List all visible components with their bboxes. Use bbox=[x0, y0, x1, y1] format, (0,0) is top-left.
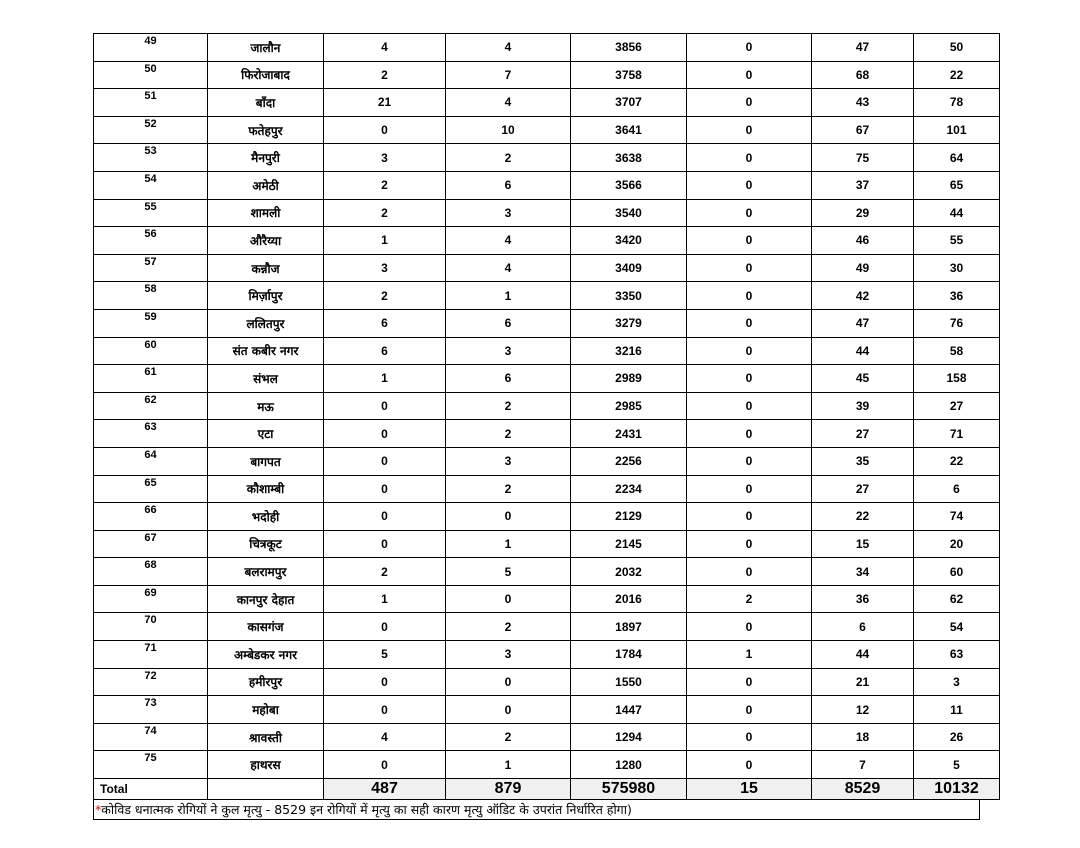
table-row bbox=[94, 641, 1000, 669]
district-name-cell: हाथरस bbox=[208, 751, 324, 779]
district-data-sheet bbox=[93, 33, 979, 820]
value-cell: 0 bbox=[324, 420, 446, 448]
value-cell: 0 bbox=[687, 34, 812, 62]
table-row bbox=[94, 309, 1000, 337]
value-cell: 2 bbox=[446, 613, 571, 641]
value-cell: 3279 bbox=[571, 309, 687, 337]
value-cell: 15 bbox=[812, 530, 914, 558]
table-row bbox=[94, 447, 1000, 475]
value-cell: 0 bbox=[324, 696, 446, 724]
district-name-cell: महोबा bbox=[208, 696, 324, 724]
value-cell: 3420 bbox=[571, 227, 687, 255]
value-cell: 2145 bbox=[571, 530, 687, 558]
value-cell: 2431 bbox=[571, 420, 687, 448]
serial-number-cell: 58 bbox=[94, 282, 208, 310]
table-row bbox=[94, 116, 1000, 144]
value-cell: 3707 bbox=[571, 89, 687, 117]
serial-number-cell: 50 bbox=[94, 61, 208, 89]
table-row bbox=[94, 751, 1000, 779]
district-name-cell: मिर्ज़ापुर bbox=[208, 282, 324, 310]
value-cell: 37 bbox=[812, 171, 914, 199]
value-cell: 0 bbox=[687, 365, 812, 393]
value-cell: 5 bbox=[446, 558, 571, 586]
value-cell: 42 bbox=[812, 282, 914, 310]
district-name-cell: फिरोजाबाद bbox=[208, 61, 324, 89]
value-cell: 1 bbox=[324, 585, 446, 613]
table-row bbox=[94, 696, 1000, 724]
value-cell: 1 bbox=[446, 282, 571, 310]
value-cell: 158 bbox=[914, 365, 1000, 393]
value-cell: 6 bbox=[914, 475, 1000, 503]
value-cell: 2 bbox=[446, 723, 571, 751]
total-value: 10132 bbox=[914, 779, 1000, 800]
serial-number-cell: 59 bbox=[94, 309, 208, 337]
value-cell: 0 bbox=[446, 585, 571, 613]
table-row bbox=[94, 613, 1000, 641]
value-cell: 47 bbox=[812, 309, 914, 337]
district-name-cell: भदोही bbox=[208, 503, 324, 531]
value-cell: 0 bbox=[687, 475, 812, 503]
value-cell: 0 bbox=[687, 282, 812, 310]
table-row bbox=[94, 61, 1000, 89]
value-cell: 1784 bbox=[571, 641, 687, 669]
value-cell: 64 bbox=[914, 144, 1000, 172]
value-cell: 12 bbox=[812, 696, 914, 724]
value-cell: 0 bbox=[324, 116, 446, 144]
value-cell: 0 bbox=[687, 171, 812, 199]
district-name-cell: हमीरपुर bbox=[208, 668, 324, 696]
value-cell: 2 bbox=[324, 282, 446, 310]
value-cell: 0 bbox=[687, 199, 812, 227]
value-cell: 0 bbox=[687, 392, 812, 420]
value-cell: 27 bbox=[812, 475, 914, 503]
value-cell: 7 bbox=[446, 61, 571, 89]
value-cell: 10 bbox=[446, 116, 571, 144]
serial-number-cell: 66 bbox=[94, 503, 208, 531]
value-cell: 22 bbox=[914, 61, 1000, 89]
value-cell: 0 bbox=[687, 530, 812, 558]
value-cell: 3758 bbox=[571, 61, 687, 89]
value-cell: 6 bbox=[446, 309, 571, 337]
value-cell: 5 bbox=[914, 751, 1000, 779]
value-cell: 0 bbox=[446, 668, 571, 696]
serial-number-cell: 62 bbox=[94, 392, 208, 420]
value-cell: 34 bbox=[812, 558, 914, 586]
value-cell: 4 bbox=[324, 34, 446, 62]
value-cell: 65 bbox=[914, 171, 1000, 199]
value-cell: 0 bbox=[324, 613, 446, 641]
value-cell: 27 bbox=[914, 392, 1000, 420]
value-cell: 58 bbox=[914, 337, 1000, 365]
value-cell: 6 bbox=[812, 613, 914, 641]
table-row bbox=[94, 392, 1000, 420]
district-name-cell: अमेठी bbox=[208, 171, 324, 199]
value-cell: 0 bbox=[324, 503, 446, 531]
table-row bbox=[94, 89, 1000, 117]
table-row bbox=[94, 365, 1000, 393]
value-cell: 2 bbox=[446, 475, 571, 503]
district-name-cell: मऊ bbox=[208, 392, 324, 420]
value-cell: 1 bbox=[446, 530, 571, 558]
value-cell: 3 bbox=[324, 144, 446, 172]
value-cell: 3 bbox=[446, 199, 571, 227]
value-cell: 2985 bbox=[571, 392, 687, 420]
value-cell: 0 bbox=[687, 309, 812, 337]
value-cell: 6 bbox=[324, 309, 446, 337]
serial-number-cell: 69 bbox=[94, 585, 208, 613]
value-cell: 0 bbox=[324, 447, 446, 475]
value-cell: 21 bbox=[812, 668, 914, 696]
value-cell: 0 bbox=[446, 503, 571, 531]
serial-number-cell: 68 bbox=[94, 558, 208, 586]
total-value: 15 bbox=[687, 779, 812, 800]
table-row bbox=[94, 337, 1000, 365]
value-cell: 74 bbox=[914, 503, 1000, 531]
district-name-cell: चित्रकूट bbox=[208, 530, 324, 558]
value-cell: 0 bbox=[687, 61, 812, 89]
value-cell: 1 bbox=[324, 227, 446, 255]
value-cell: 0 bbox=[687, 668, 812, 696]
value-cell: 36 bbox=[914, 282, 1000, 310]
value-cell: 4 bbox=[446, 34, 571, 62]
value-cell: 30 bbox=[914, 254, 1000, 282]
value-cell: 75 bbox=[812, 144, 914, 172]
value-cell: 76 bbox=[914, 309, 1000, 337]
total-value: 879 bbox=[446, 779, 571, 800]
value-cell: 2032 bbox=[571, 558, 687, 586]
table-row bbox=[94, 503, 1000, 531]
value-cell: 0 bbox=[687, 227, 812, 255]
district-name-cell: कन्नौज bbox=[208, 254, 324, 282]
value-cell: 47 bbox=[812, 34, 914, 62]
value-cell: 1280 bbox=[571, 751, 687, 779]
value-cell: 2 bbox=[324, 61, 446, 89]
district-name-cell: औरैय्या bbox=[208, 227, 324, 255]
value-cell: 2256 bbox=[571, 447, 687, 475]
value-cell: 3540 bbox=[571, 199, 687, 227]
value-cell: 0 bbox=[324, 530, 446, 558]
table-row bbox=[94, 668, 1000, 696]
value-cell: 46 bbox=[812, 227, 914, 255]
value-cell: 0 bbox=[687, 420, 812, 448]
table-row bbox=[94, 227, 1000, 255]
district-name-cell: जालौन bbox=[208, 34, 324, 62]
value-cell: 3409 bbox=[571, 254, 687, 282]
value-cell: 6 bbox=[324, 337, 446, 365]
value-cell: 5 bbox=[324, 641, 446, 669]
total-blank-cell bbox=[208, 779, 324, 800]
value-cell: 2 bbox=[324, 171, 446, 199]
footnote-asterisk: * bbox=[95, 802, 102, 818]
value-cell: 6 bbox=[446, 365, 571, 393]
value-cell: 45 bbox=[812, 365, 914, 393]
district-name-cell: ललितपुर bbox=[208, 309, 324, 337]
table-row bbox=[94, 199, 1000, 227]
district-name-cell: कासगंज bbox=[208, 613, 324, 641]
serial-number-cell: 60 bbox=[94, 337, 208, 365]
value-cell: 49 bbox=[812, 254, 914, 282]
serial-number-cell: 64 bbox=[94, 447, 208, 475]
serial-number-cell: 56 bbox=[94, 227, 208, 255]
table-row bbox=[94, 558, 1000, 586]
value-cell: 3 bbox=[446, 337, 571, 365]
value-cell: 0 bbox=[687, 144, 812, 172]
value-cell: 27 bbox=[812, 420, 914, 448]
table-row bbox=[94, 282, 1000, 310]
serial-number-cell: 57 bbox=[94, 254, 208, 282]
value-cell: 0 bbox=[687, 116, 812, 144]
value-cell: 2016 bbox=[571, 585, 687, 613]
total-row bbox=[94, 779, 1000, 800]
value-cell: 1550 bbox=[571, 668, 687, 696]
serial-number-cell: 53 bbox=[94, 144, 208, 172]
serial-number-cell: 54 bbox=[94, 171, 208, 199]
value-cell: 26 bbox=[914, 723, 1000, 751]
value-cell: 0 bbox=[324, 751, 446, 779]
serial-number-cell: 71 bbox=[94, 641, 208, 669]
table-row bbox=[94, 34, 1000, 62]
serial-number-cell: 51 bbox=[94, 89, 208, 117]
serial-number-cell: 74 bbox=[94, 723, 208, 751]
value-cell: 1 bbox=[446, 751, 571, 779]
value-cell: 4 bbox=[446, 227, 571, 255]
serial-number-cell: 75 bbox=[94, 751, 208, 779]
value-cell: 29 bbox=[812, 199, 914, 227]
footnote-text: कोविड धनात्मक रोगियों ने कुल मृत्यु - 8529 इन रोगियों में मृत्यु का सही कारण मृत्यु ऑडिट के उपरांत निर्धारित होगा) bbox=[101, 802, 632, 818]
value-cell: 0 bbox=[687, 751, 812, 779]
serial-number-cell: 63 bbox=[94, 420, 208, 448]
value-cell: 44 bbox=[812, 641, 914, 669]
value-cell: 35 bbox=[812, 447, 914, 475]
serial-number-cell: 67 bbox=[94, 530, 208, 558]
value-cell: 68 bbox=[812, 61, 914, 89]
value-cell: 0 bbox=[324, 392, 446, 420]
value-cell: 78 bbox=[914, 89, 1000, 117]
value-cell: 3 bbox=[446, 447, 571, 475]
table-footer bbox=[94, 779, 1000, 800]
value-cell: 1447 bbox=[571, 696, 687, 724]
value-cell: 11 bbox=[914, 696, 1000, 724]
table-row bbox=[94, 723, 1000, 751]
serial-number-cell: 61 bbox=[94, 365, 208, 393]
value-cell: 3638 bbox=[571, 144, 687, 172]
district-name-cell: फतेहपुर bbox=[208, 116, 324, 144]
value-cell: 2 bbox=[687, 585, 812, 613]
footnote bbox=[93, 800, 980, 820]
value-cell: 44 bbox=[914, 199, 1000, 227]
value-cell: 63 bbox=[914, 641, 1000, 669]
value-cell: 0 bbox=[446, 696, 571, 724]
value-cell: 43 bbox=[812, 89, 914, 117]
value-cell: 4 bbox=[446, 89, 571, 117]
district-name-cell: कानपुर देहात bbox=[208, 585, 324, 613]
value-cell: 2 bbox=[446, 144, 571, 172]
total-value: 8529 bbox=[812, 779, 914, 800]
serial-number-cell: 49 bbox=[94, 34, 208, 62]
value-cell: 54 bbox=[914, 613, 1000, 641]
total-value: 487 bbox=[324, 779, 446, 800]
value-cell: 3350 bbox=[571, 282, 687, 310]
serial-number-cell: 72 bbox=[94, 668, 208, 696]
value-cell: 3 bbox=[446, 641, 571, 669]
value-cell: 101 bbox=[914, 116, 1000, 144]
table-row bbox=[94, 530, 1000, 558]
value-cell: 2234 bbox=[571, 475, 687, 503]
value-cell: 44 bbox=[812, 337, 914, 365]
value-cell: 18 bbox=[812, 723, 914, 751]
value-cell: 0 bbox=[687, 613, 812, 641]
value-cell: 3566 bbox=[571, 171, 687, 199]
district-name-cell: श्रावस्ती bbox=[208, 723, 324, 751]
value-cell: 2 bbox=[446, 420, 571, 448]
value-cell: 62 bbox=[914, 585, 1000, 613]
value-cell: 3 bbox=[914, 668, 1000, 696]
table-row bbox=[94, 144, 1000, 172]
district-name-cell: बाँदा bbox=[208, 89, 324, 117]
serial-number-cell: 52 bbox=[94, 116, 208, 144]
value-cell: 0 bbox=[324, 475, 446, 503]
total-value: 575980 bbox=[571, 779, 687, 800]
value-cell: 55 bbox=[914, 227, 1000, 255]
district-name-cell: बलरामपुर bbox=[208, 558, 324, 586]
value-cell: 22 bbox=[812, 503, 914, 531]
value-cell: 1897 bbox=[571, 613, 687, 641]
serial-number-cell: 73 bbox=[94, 696, 208, 724]
district-covid-table bbox=[93, 33, 1000, 800]
value-cell: 1 bbox=[324, 365, 446, 393]
value-cell: 3 bbox=[324, 254, 446, 282]
value-cell: 3856 bbox=[571, 34, 687, 62]
table-row bbox=[94, 254, 1000, 282]
value-cell: 0 bbox=[687, 89, 812, 117]
value-cell: 0 bbox=[687, 723, 812, 751]
value-cell: 2129 bbox=[571, 503, 687, 531]
district-name-cell: संत कबीर नगर bbox=[208, 337, 324, 365]
value-cell: 2989 bbox=[571, 365, 687, 393]
serial-number-cell: 65 bbox=[94, 475, 208, 503]
table-row bbox=[94, 585, 1000, 613]
value-cell: 39 bbox=[812, 392, 914, 420]
value-cell: 7 bbox=[812, 751, 914, 779]
district-name-cell: कौशाम्बी bbox=[208, 475, 324, 503]
value-cell: 3641 bbox=[571, 116, 687, 144]
value-cell: 0 bbox=[687, 558, 812, 586]
table-row bbox=[94, 420, 1000, 448]
value-cell: 50 bbox=[914, 34, 1000, 62]
value-cell: 20 bbox=[914, 530, 1000, 558]
value-cell: 36 bbox=[812, 585, 914, 613]
serial-number-cell: 70 bbox=[94, 613, 208, 641]
value-cell: 0 bbox=[687, 696, 812, 724]
value-cell: 0 bbox=[687, 503, 812, 531]
district-name-cell: मैनपुरी bbox=[208, 144, 324, 172]
value-cell: 3216 bbox=[571, 337, 687, 365]
table-row bbox=[94, 475, 1000, 503]
value-cell: 6 bbox=[446, 171, 571, 199]
table-body bbox=[94, 34, 1000, 779]
value-cell: 0 bbox=[687, 254, 812, 282]
value-cell: 0 bbox=[324, 668, 446, 696]
district-name-cell: संभल bbox=[208, 365, 324, 393]
value-cell: 4 bbox=[446, 254, 571, 282]
district-name-cell: एटा bbox=[208, 420, 324, 448]
district-name-cell: बागपत bbox=[208, 447, 324, 475]
value-cell: 21 bbox=[324, 89, 446, 117]
value-cell: 4 bbox=[324, 723, 446, 751]
district-name-cell: शामली bbox=[208, 199, 324, 227]
value-cell: 71 bbox=[914, 420, 1000, 448]
value-cell: 1 bbox=[687, 641, 812, 669]
serial-number-cell: 55 bbox=[94, 199, 208, 227]
value-cell: 22 bbox=[914, 447, 1000, 475]
value-cell: 0 bbox=[687, 337, 812, 365]
value-cell: 67 bbox=[812, 116, 914, 144]
value-cell: 2 bbox=[324, 199, 446, 227]
value-cell: 2 bbox=[446, 392, 571, 420]
value-cell: 1294 bbox=[571, 723, 687, 751]
district-name-cell: अम्बेडकर नगर bbox=[208, 641, 324, 669]
total-label: Total bbox=[94, 779, 208, 800]
value-cell: 2 bbox=[324, 558, 446, 586]
table-row bbox=[94, 171, 1000, 199]
value-cell: 60 bbox=[914, 558, 1000, 586]
value-cell: 0 bbox=[687, 447, 812, 475]
